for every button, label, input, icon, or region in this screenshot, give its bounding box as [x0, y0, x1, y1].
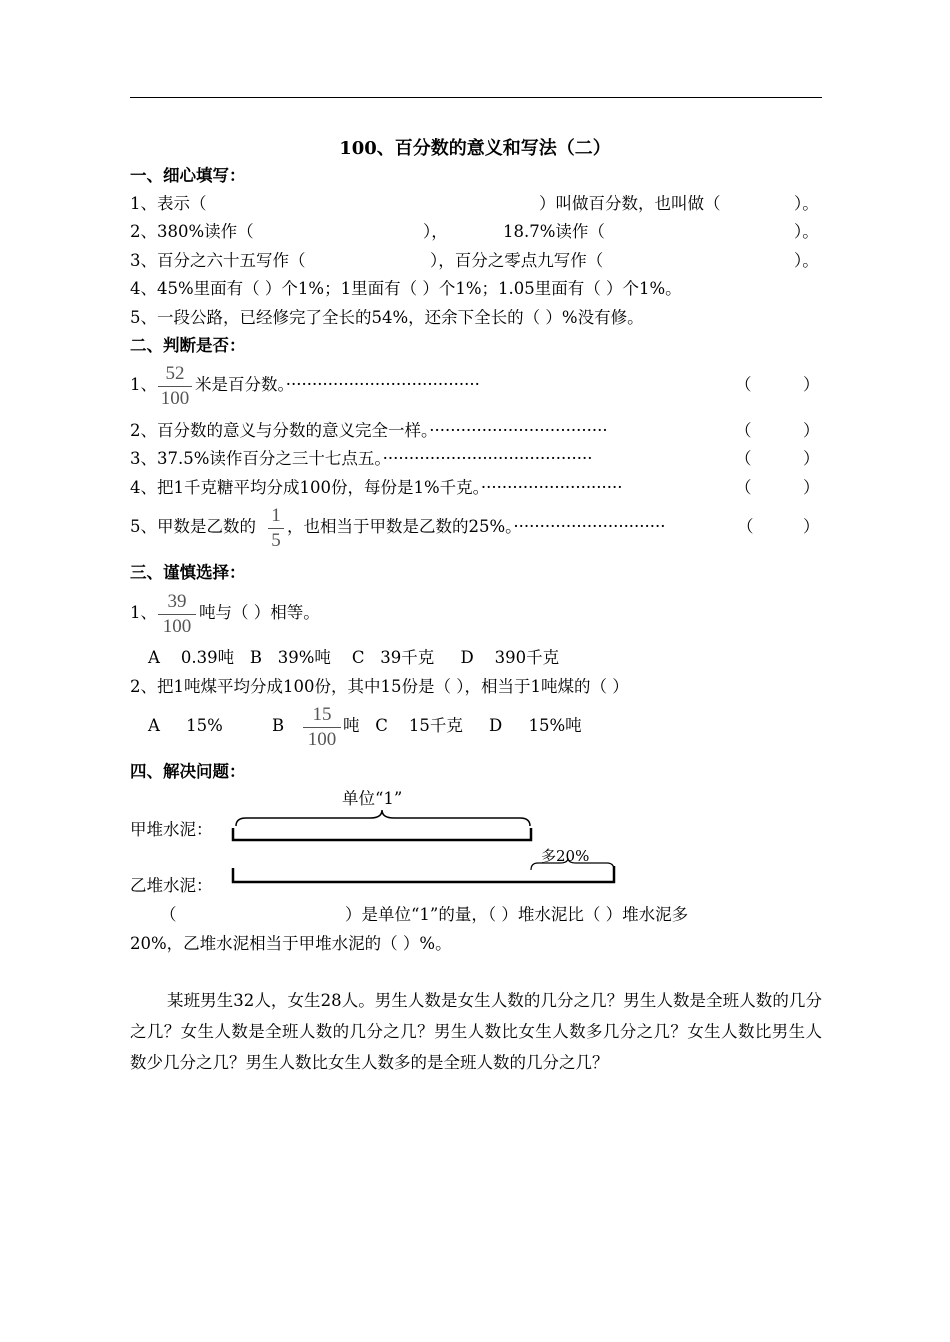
fill-q3-middle: ），百分之零点九写作（ [430, 251, 604, 270]
section-4-heading: 四、解决问题： [130, 762, 246, 781]
fraction-numerator: 1 [271, 505, 281, 526]
fill-q1-start: 1、表示（ [130, 194, 207, 213]
fill-q3-end: ）。 [794, 251, 819, 270]
judge-5-text: 5、甲数是乙数的 [130, 517, 256, 536]
choice-2-option-b: B [272, 716, 285, 735]
fill-q1-middle: ）叫做百分数，也叫做（ [539, 194, 721, 213]
yi-label: 乙堆水泥： [130, 876, 213, 895]
extra-brace [531, 858, 614, 870]
judge-3-paren-close: ） [803, 449, 820, 468]
choice-2-text: 2、把1吨煤平均分成100份，其中15份是（ ），相当于1吨煤的（ ） [130, 677, 629, 696]
judge-2-paren-open: （ [735, 421, 752, 440]
unit-one-label: 单位“1” [342, 789, 403, 808]
fraction-denominator: 100 [162, 616, 192, 637]
judge-4-paren-open: （ [735, 478, 752, 497]
judge-1-number: 1、 [130, 375, 157, 394]
fill-q2-second: 18.7%读作（ [503, 222, 605, 241]
fill-q2-end: ）。 [794, 222, 819, 241]
choice-2-rest: 吨 C 15千克 D 15%吨 [343, 716, 582, 735]
choice-1-options: A 0.39吨 B 39%吨 C 39千克 D 390千克 [148, 648, 560, 667]
judge-2-text: 2、百分数的意义与分数的意义完全一样。·································· [130, 421, 608, 440]
page-title: 100、百分数的意义和写法（二） [339, 138, 611, 159]
fraction-denominator: 100 [160, 388, 190, 409]
judge-5-paren-open: （ [737, 517, 754, 536]
fraction-denominator: 100 [307, 729, 337, 750]
fill-q4: 4、45%里面有（ ）个1%；1里面有（ ）个1%；1.05里面有（ ）个1%。 [130, 279, 682, 298]
fraction-numerator: 15 [312, 704, 332, 725]
word-problem-paragraph: 某班男生32人，女生28人。男生人数是女生人数的几分之几？男生人数是全班人数的几分之几？女生人数是全班人数的几分之几？男生人数比女生人数多几分之几？女生人数比男生人数少几分之几？男生人数比女生人数多的是全班人数的几分之几？ [130, 991, 822, 1072]
judge-3-paren-open: （ [735, 449, 752, 468]
answer-line-1-rest: ）是单位“1”的量，（ ）堆水泥比（ ）堆水泥多 [345, 905, 689, 924]
choice-1-text: 吨与（ ）相等。 [199, 603, 320, 622]
fraction-numerator: 39 [167, 591, 187, 612]
choice-2-option-a: A 15% [148, 716, 223, 735]
judge-1-paren-open: （ [735, 375, 752, 394]
choice-1-number: 1、 [130, 603, 157, 622]
judge-2-paren-close: ） [803, 421, 820, 440]
answer-line-1-start: （ [160, 905, 177, 924]
judge-5-paren-close: ） [803, 517, 820, 536]
fill-q3-start: 3、百分之六十五写作（ [130, 251, 306, 270]
fraction-denominator: 5 [271, 530, 281, 551]
unit-brace [236, 810, 530, 826]
fill-q2-start: 2、380%读作（ [130, 222, 254, 241]
section-1-heading: 一、细心填写： [130, 166, 246, 185]
fill-q1-end: ）。 [794, 194, 819, 213]
judge-5-rest: ，也相当于甲数是乙数的25%。····························· [287, 517, 666, 536]
section-3-heading: 三、谨慎选择： [130, 563, 246, 582]
answer-line-2: 20%，乙堆水泥相当于甲堆水泥的（ ）%。 [130, 934, 452, 953]
jia-label: 甲堆水泥： [130, 820, 213, 839]
judge-4-text: 4、把1千克糖平均分成100份，每份是1%千克。··························· [130, 478, 623, 497]
fill-q5: 5、一段公路，已经修完了全长的54%，还余下全长的（ ）%没有修。 [130, 308, 644, 327]
fraction-numerator: 52 [165, 363, 185, 384]
section-2-heading: 二、判断是否： [130, 336, 246, 355]
judge-1-text: 米是百分数。····································· [195, 375, 480, 394]
more-20-label: 多20% [541, 847, 590, 865]
judge-1-paren-close: ） [803, 375, 820, 394]
jia-segment [233, 828, 531, 840]
fill-q2-sep: ）， [423, 222, 448, 241]
judge-3-text: 3、37.5%读作百分之三十七点五。········································ [130, 449, 593, 468]
yi-segment [233, 866, 614, 882]
judge-4-paren-close: ） [803, 478, 820, 497]
